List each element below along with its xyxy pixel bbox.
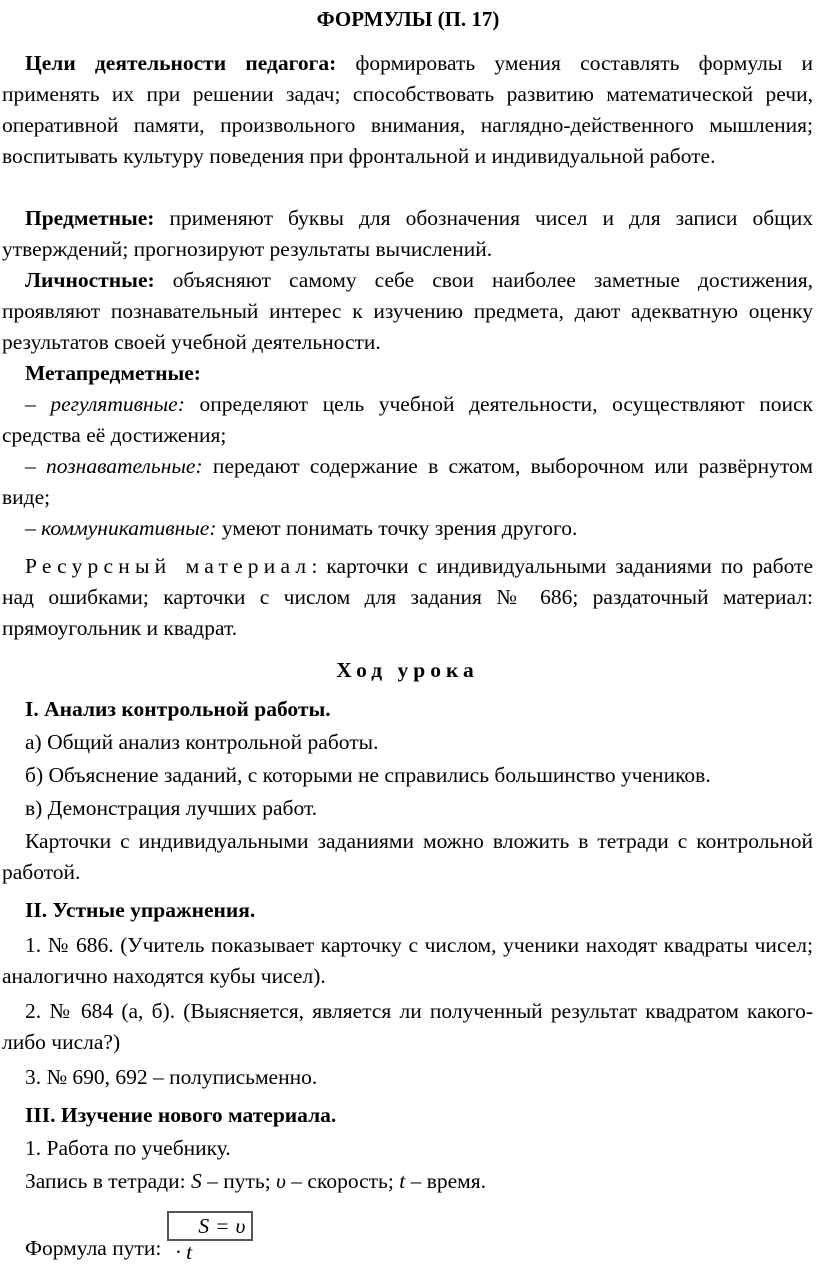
subject-text: применяют буквы для обозначения чисел и для записи общих утверждений; прогнозируют результаты вычислений.: [2, 206, 813, 261]
regulatory-label: регулятивные:: [50, 392, 185, 416]
cognitive-label: познавательные:: [46, 454, 203, 478]
personal-label: Личностные:: [25, 268, 155, 292]
meta-label: Метапредметные:: [25, 361, 201, 385]
personal-text: объясняют самому себе свои наиболее заметные достижения, проявляют познавательный интерес к изучению предмета, дают адекватную оценку результатов своей учебной деятельности.: [2, 268, 813, 354]
section3-heading: III. Изучение нового материала.: [25, 1103, 337, 1127]
meta-regulatory: [2, 389, 813, 451]
s-text: – путь;: [201, 1169, 277, 1193]
lesson-heading-text: Ход урока: [336, 658, 479, 682]
var-v: υ: [276, 1169, 286, 1193]
var-t: t: [399, 1169, 406, 1193]
section2: [2, 895, 813, 1093]
v-text: – скорость;: [285, 1169, 400, 1193]
lesson-heading: [2, 655, 813, 686]
section2-item2: 2. № 684 (а, б). (Выясняется, является ли полученный результат квадратом какого-либо числа?): [2, 999, 813, 1054]
goals-paragraph: [2, 48, 813, 172]
communicative-text: умеют понимать точку зрения другого.: [216, 516, 578, 540]
var-s: S: [190, 1169, 202, 1193]
section1-note: Карточки с индивидуальными заданиями можно вложить в тетради с контрольной работой.: [2, 829, 813, 884]
dash: –: [25, 454, 47, 478]
resource-paragraph: [2, 551, 813, 644]
goals-label: Цели деятельности педагога:: [25, 51, 337, 75]
meta-heading: [2, 358, 813, 389]
section2-heading: II. Устные упражнения.: [25, 898, 256, 922]
meta-cognitive: [2, 451, 813, 513]
section1-item-c: в) Демонстрация лучших работ.: [25, 796, 318, 820]
section3: [2, 1100, 813, 1264]
dash: –: [25, 392, 51, 416]
formula-label: Формула пути:: [25, 1236, 162, 1260]
personal-paragraph: [2, 265, 813, 358]
notebook-prefix: Запись в тетради:: [25, 1169, 191, 1193]
dash: –: [25, 516, 42, 540]
resource-label: Ресурсный материал: [25, 554, 312, 578]
notebook-line: [2, 1166, 813, 1197]
section1-item-a: а) Общий анализ контрольной работы.: [25, 730, 379, 754]
formula-box: S = υ · t: [167, 1211, 253, 1241]
section1-item-b: б) Объяснение заданий, с которыми не справились большинство учеников.: [25, 763, 711, 787]
t-text: – время.: [405, 1169, 487, 1193]
subject-label: Предметные:: [25, 206, 155, 230]
regulatory-text: определяют цель учебной деятельности, осуществляют поиск средства её достижения;: [2, 392, 813, 447]
cognitive-text: передают содержание в сжатом, выборочном или развёрнутом виде;: [2, 454, 813, 509]
section2-item3: 3. № 690, 692 – полуписьменно.: [25, 1065, 318, 1089]
section1: [2, 694, 813, 888]
formula-line: [2, 1211, 813, 1264]
resource-text: : карточки с индивидуальными заданиями по работе над ошибками; карточки с числом для задания № 686; раздаточный материал: прямоугольник и квадрат.: [2, 554, 813, 640]
subject-paragraph: [2, 203, 813, 265]
communicative-label: коммуникативные:: [41, 516, 217, 540]
goals-text: формировать умения составлять формулы и применять их при решении задач; способствовать развитию математической речи, оперативной памяти, произвольного внимания, наглядно-действенного мышления; воспитывать культуру поведения при фронтальной и индивидуальной работе.: [2, 51, 814, 168]
section3-item1: 1. Работа по учебнику.: [25, 1136, 231, 1160]
section2-item1: 1. № 686. (Учитель показывает карточку с числом, ученики находят квадраты чисел; аналогично находятся кубы чисел).: [2, 933, 813, 988]
meta-communicative: [2, 513, 813, 544]
section1-heading: I. Анализ контрольной работы.: [25, 697, 331, 721]
page-title: ФОРМУЛЫ (П. 17): [316, 7, 500, 31]
